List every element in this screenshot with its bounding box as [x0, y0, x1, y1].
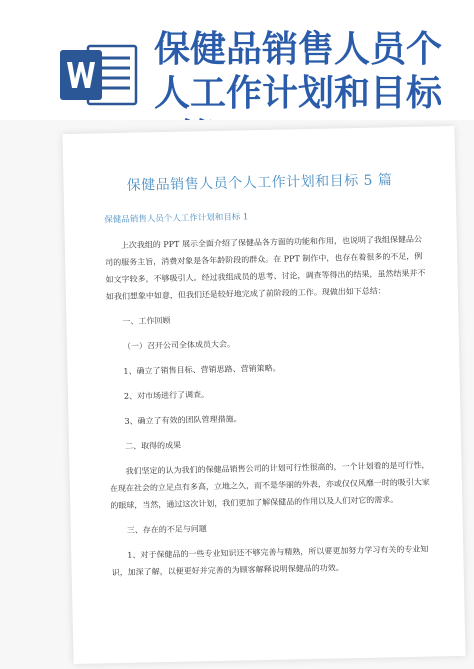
list-item: （一）召开公司全体成员大会。: [122, 339, 236, 351]
page-title: 保健品销售人员个人工作计划和目标: [154, 29, 443, 114]
word-document-icon: [58, 40, 140, 110]
paragraph: 我们坚定的认为我们的保健品销售公司的计划可行性很高的，一个计划看的是可行性，在现在社会的立足点有多高，立地之久，而不是华丽的外表，亦或仅仅风靡一时的吸引大家的眼球，当然，通过这次计划，我们更加了解保健品的作用以及人们对它的需求。: [109, 460, 430, 511]
section-heading: 三、存在的不足与问题: [126, 524, 207, 535]
paragraph: 上次我组的 PPT 展示全面介绍了保健品各方面的功能和作用，也说明了我组保健品公司的服务主旨，消费对象是各年龄阶段的群众。在 PPT 制作中，也存在着很多的不足，例如文字较多，不够吸引人。经过我组成员的思考、讨论，调查等得出的结果，虽然结果并不如我们想象中如意，但我们还是较好地完成了前阶段的工作。现做出如下总结：: [105, 234, 426, 302]
list-item: 2、对市场进行了调查。: [123, 390, 210, 401]
header-banner: [0, 0, 474, 135]
list-item: 1、确立了销售目标、营销思路、营销策略。: [123, 363, 281, 376]
document-page: [62, 126, 465, 664]
paragraph: 1、对于保健品的一些专业知识还不够完善与精熟，所以要更加努力学习有关的专业知识，加深了解，以便更好并完善的为顾客解释说明保健品的功效。: [111, 544, 429, 578]
document-body: [105, 231, 432, 590]
document-title: 保健品销售人员个人工作计划和目标 5 篇: [126, 172, 393, 194]
section-heading: 二、取得的成果: [124, 440, 182, 451]
document-subheading: 保健品销售人员个人工作计划和目标 1: [104, 212, 249, 226]
list-item: 3、确立了有效的团队管理措施。: [124, 414, 242, 426]
section-heading: 一、工作回顾: [122, 315, 171, 326]
